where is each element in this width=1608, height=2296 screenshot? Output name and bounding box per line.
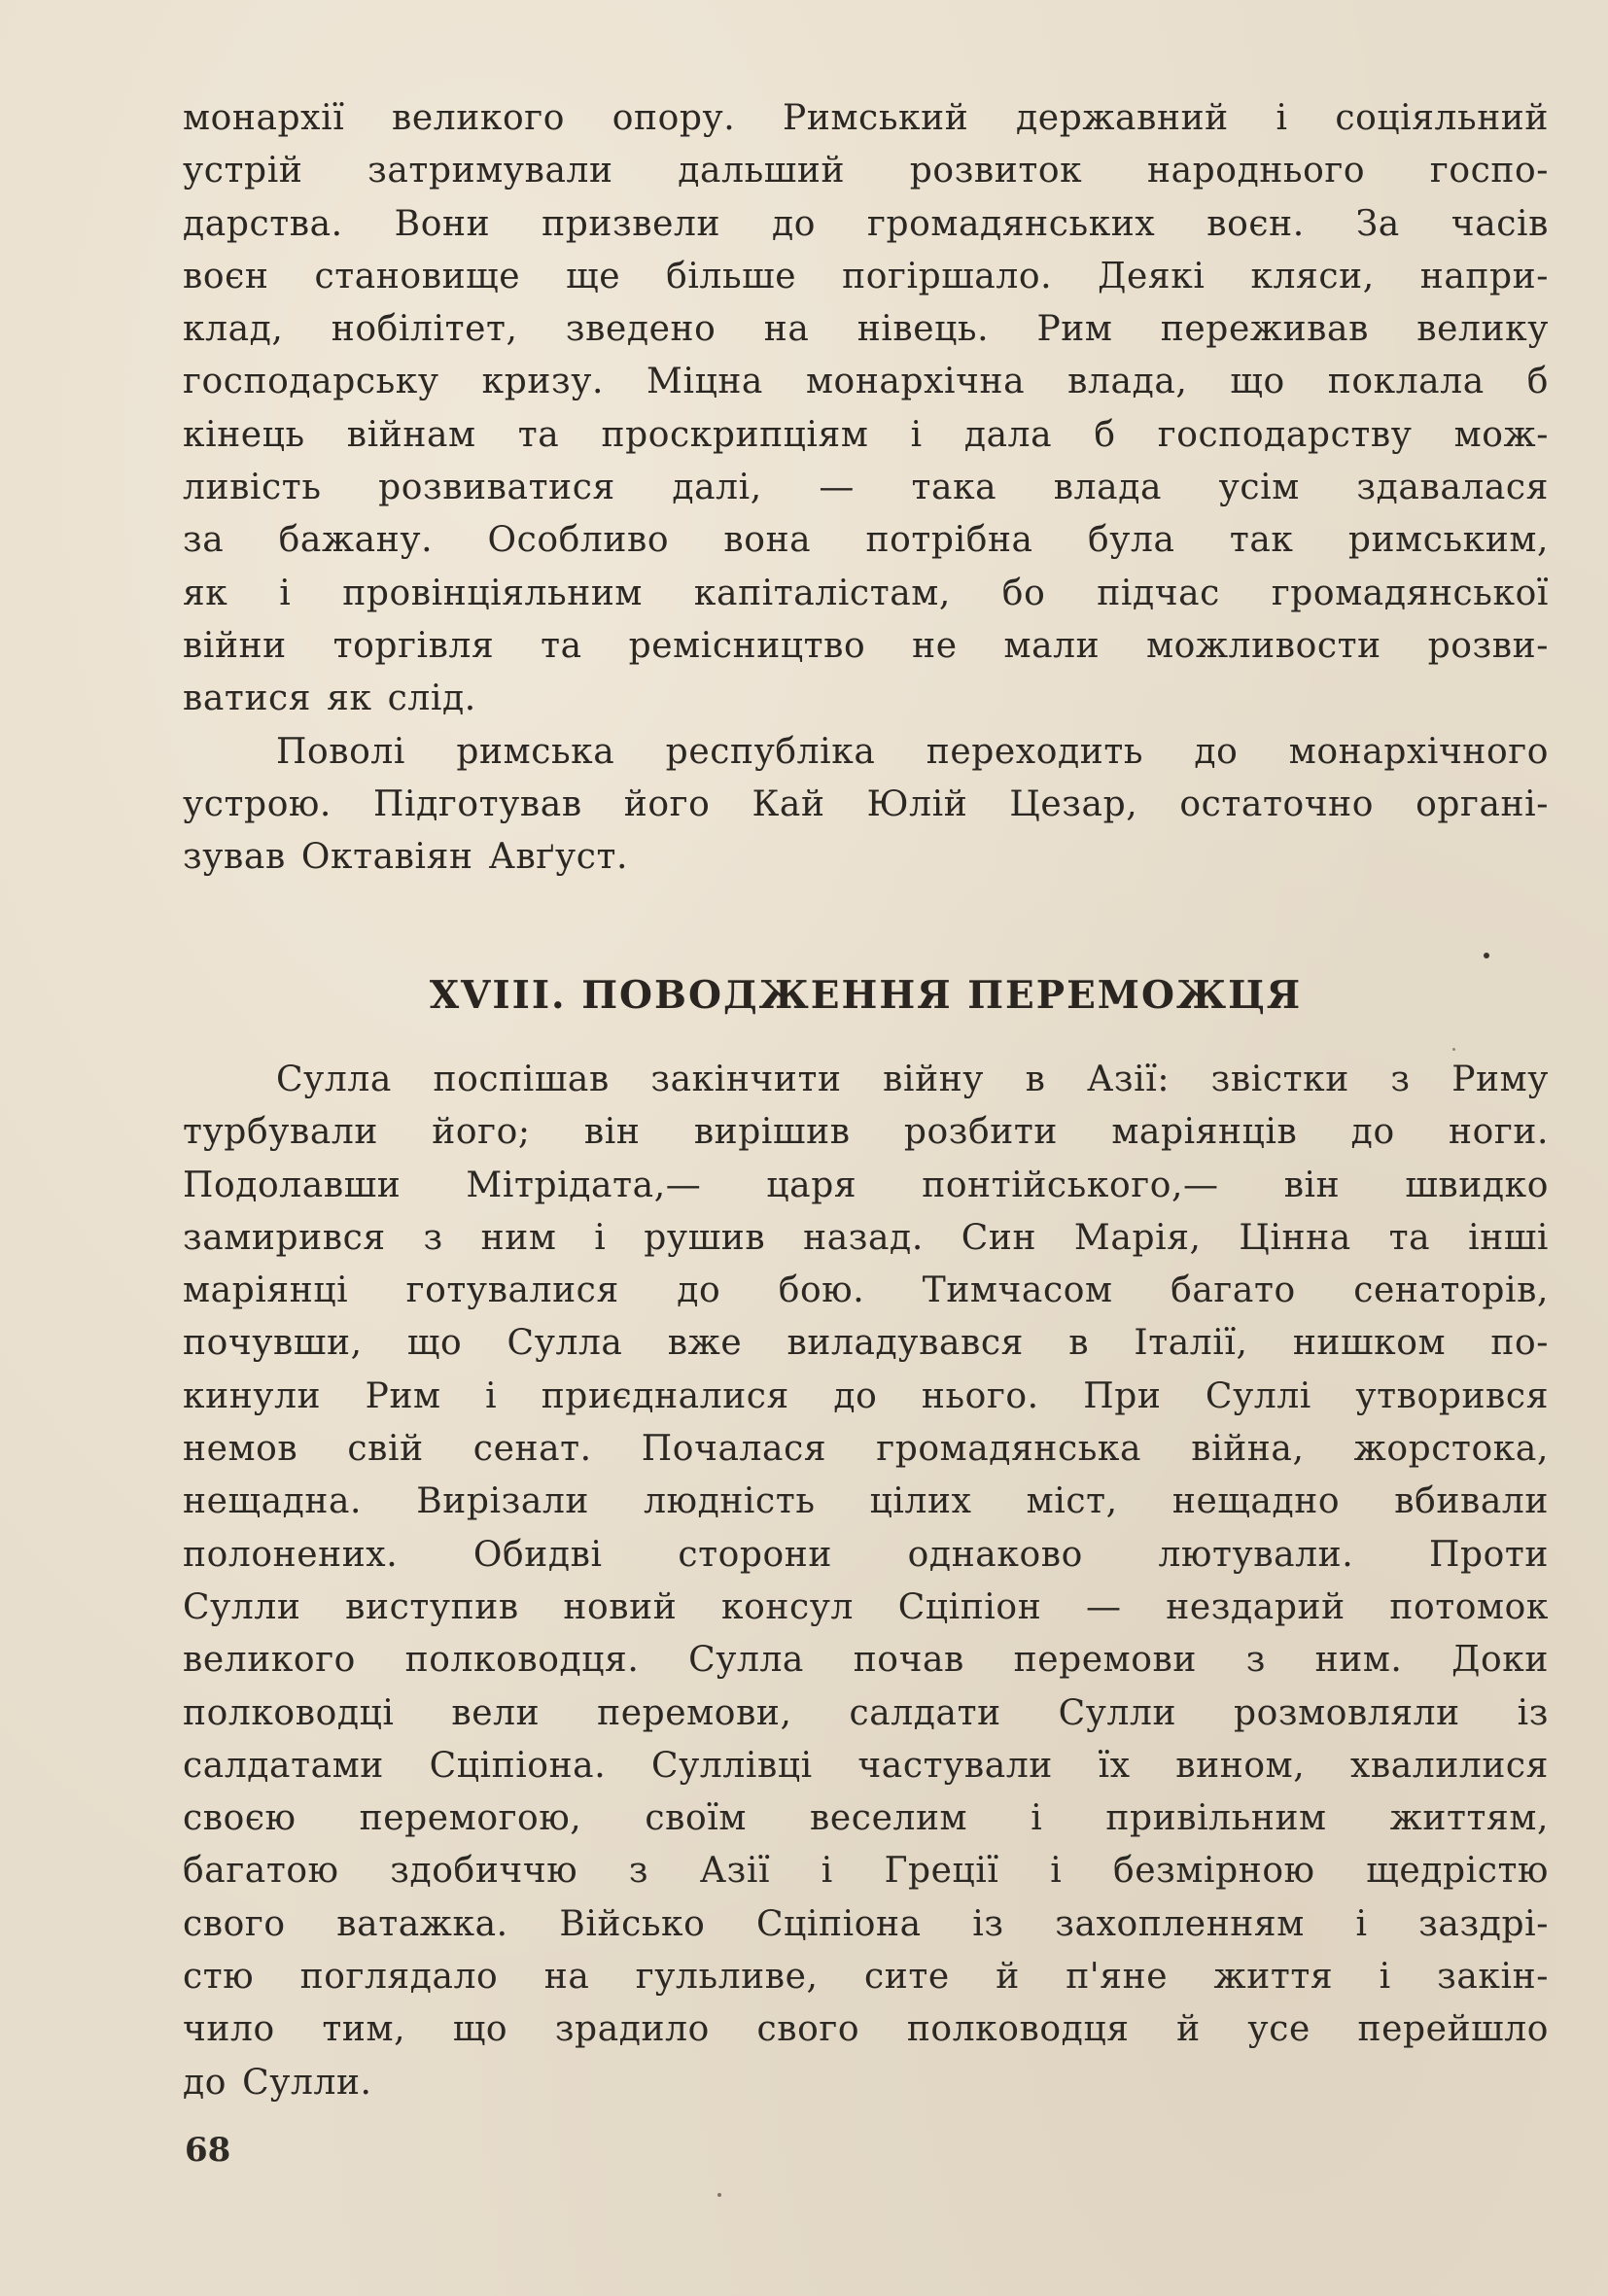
text-line: як і провінціяльним капіталістам, бо підчас громадянської <box>183 573 1549 613</box>
text-line: устрою. Підготував його Кай Юлій Цезар, остаточно органі- <box>183 783 1549 824</box>
text-line: великого полководця. Сулла почав перемови з ним. Доки <box>183 1640 1549 1681</box>
text-line: устрій затримували дальший розвиток народнього госпо- <box>183 151 1549 191</box>
text-line: воєн становище ще більше погіршало. Деякі кляси, напри- <box>183 256 1549 296</box>
text-line: Подолавши Мітрідата,— царя понтійського,— він швидко <box>183 1165 1549 1205</box>
text-line: до Сулли. <box>183 2062 372 2103</box>
text-line: полонених. Обидві сторони однаково лютували. Проти <box>183 1534 1549 1575</box>
text-line: чило тим, що зрадило свого полководця й усе перейшло <box>183 2009 1549 2050</box>
paragraph <box>183 726 1549 885</box>
text-line: ливість розвиватися далі, — така влада усім здавалася <box>183 468 1549 508</box>
text-line: клад, нобілітет, зведено на нівець. Рим переживав велику <box>183 309 1549 350</box>
text-line: салдатами Сціпіона. Суллівці частували їх вином, хвалилися <box>183 1745 1549 1786</box>
text-line: немов свій сенат. Почалася громадянська війна, жорстока, <box>183 1429 1549 1470</box>
text-block-top <box>183 92 1549 884</box>
paragraph <box>183 1054 1549 2109</box>
text-block-bottom <box>183 1054 1549 2109</box>
text-line: свого ватажка. Військо Сціпіона із захопленням і заздрі- <box>183 1903 1549 1944</box>
text-line: почувши, що Сулла вже виладувався в Італії, нишком по- <box>183 1323 1549 1364</box>
text-line: замирився з ним і рушив назад. Син Марія, Цінна та інші <box>183 1217 1549 1258</box>
text-line: за бажану. Особливо вона потрібна була так римським, <box>183 520 1549 561</box>
text-line: дарства. Вони призвели до громадянських воєн. За часів <box>183 203 1549 244</box>
ink-speck <box>717 2193 721 2197</box>
ink-speck <box>1452 1048 1455 1051</box>
text-line: Поволі римська республіка переходить до монархічного <box>276 731 1549 772</box>
text-line: зував Октавіян Авґуст. <box>183 837 629 878</box>
text-line: кінець війнам та проскрипціям і дала б господарству мож- <box>183 414 1549 455</box>
text-line: монархії великого опору. Римський державний і соціяльний <box>183 98 1549 138</box>
paragraph <box>183 92 1549 726</box>
text-line: господарську кризу. Міцна монархічна влада, що поклала б <box>183 362 1549 402</box>
text-line: кинули Рим і приєдналися до нього. При Суллі утворився <box>183 1375 1549 1416</box>
text-line: нещадна. Вирізали людність цілих міст, нещадно вбивали <box>183 1481 1549 1522</box>
text-line: війни торгівля та ремісництво не мали можливости розви- <box>183 625 1549 666</box>
text-line: маріянці готувалися до бою. Тимчасом багато сенаторів, <box>183 1270 1549 1311</box>
text-line: ватися як слід. <box>183 678 476 719</box>
ink-speck <box>1484 953 1489 958</box>
text-line: своєю перемогою, своїм веселим і привільним життям, <box>183 1798 1549 1839</box>
text-line: полководці вели перемови, салдати Сулли розмовляли із <box>183 1692 1549 1733</box>
text-line: Сулли виступив новий консул Сціпіон — нездарий потомок <box>183 1586 1549 1627</box>
text-line: стю поглядало на гульливе, сите й п'яне життя і закін- <box>183 1957 1549 1998</box>
text-line: турбували його; він вирішив розбити маріянців до ноги. <box>183 1112 1549 1153</box>
text-line: Сулла поспішав закінчити війну в Азії: звістки з Риму <box>276 1060 1549 1099</box>
chapter-heading: XVIII. ПОВОДЖЕННЯ ПЕРЕМОЖЦЯ <box>429 973 1303 1018</box>
text-line: багатою здобиччю з Азії і Греції і безмірною щедрістю <box>183 1851 1549 1892</box>
page-number: 68 <box>185 2131 231 2170</box>
